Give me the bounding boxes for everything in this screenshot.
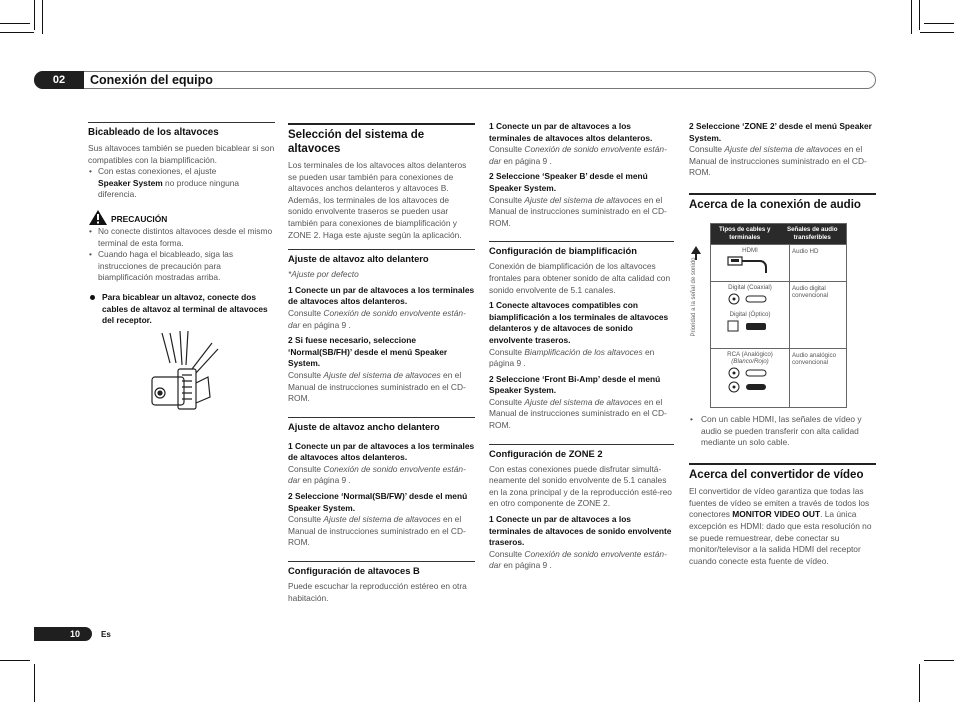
table-header-cell: Tipos de cables y terminales bbox=[719, 226, 771, 241]
warning-icon bbox=[88, 209, 108, 226]
subsection-heading: Configuración de altavoces B bbox=[288, 561, 475, 577]
table-row bbox=[711, 281, 846, 348]
crop-mark bbox=[34, 0, 35, 30]
crop-mark bbox=[920, 32, 954, 33]
reference: Consulte Conexión de sonido envolvente están-dar en página 9 . bbox=[288, 463, 466, 486]
table-cell: RCA (Analógico) (Blanco/Rojo) bbox=[711, 349, 790, 407]
reference: Consulte Ajuste del sistema de altavoces en el Manual de instrucciones suministrado en el CD-ROM. bbox=[288, 369, 466, 404]
column-3 bbox=[489, 121, 674, 572]
reference: Consulte Ajuste del sistema de altavoces en el Manual de instrucciones suministrado en el CD-ROM. bbox=[489, 396, 667, 431]
crop-mark bbox=[0, 660, 30, 661]
reference: Consulte Ajuste del sistema de altavoces en el Manual de instrucciones suministrado en el CD-ROM. bbox=[689, 144, 867, 178]
section-heading: Acerca de la conexión de audio bbox=[689, 193, 876, 213]
coaxial-cable-icon bbox=[722, 291, 778, 309]
table-cell: Audio analógico convencional bbox=[792, 352, 837, 366]
step: 1 Conecte un par de altavoces a los terminales de altavoces altos delanteros. bbox=[288, 284, 475, 307]
default-note: *Ajuste por defecto bbox=[288, 269, 359, 280]
action-item: Para bicablear un altavoz, conecte dos cables de altavoz al terminal de altavoces del receptor. bbox=[88, 292, 275, 327]
chapter-title: Conexión del equipo bbox=[90, 73, 213, 87]
crop-mark bbox=[911, 0, 912, 34]
step: 2 Seleccione ‘Front Bi-Amp’ desde el menú Speaker System. bbox=[489, 373, 661, 396]
subsection-heading: Ajuste de altavoz ancho delantero bbox=[288, 417, 475, 433]
crop-mark bbox=[919, 0, 920, 30]
crop-mark bbox=[0, 23, 30, 24]
rca-cable-icon bbox=[722, 365, 778, 395]
section-heading: Selección del sistema de altavoces bbox=[288, 123, 475, 156]
step: 1 Conecte un par de altavoces a los terminales de altavoces altos delanteros. bbox=[489, 121, 653, 143]
reference: Consulte Conexión de sonido envolvente están-dar en página 9 . bbox=[489, 548, 667, 571]
section-heading: Acerca del convertidor de vídeo bbox=[689, 463, 876, 483]
table-cell: HDMI bbox=[711, 245, 790, 281]
paragraph: Puede escuchar la reproducción estéreo en otra habitación. bbox=[288, 581, 467, 603]
crop-mark bbox=[34, 664, 35, 702]
step: 2 Si fuese necesario, seleccione ‘Normal(SB/FH)’ desde el menú Speaker System. bbox=[288, 335, 448, 369]
crop-mark bbox=[924, 660, 954, 661]
caution-block bbox=[88, 209, 275, 226]
step: 2 Seleccione ‘Normal(SB/FW)’ desde el menú Speaker System. bbox=[288, 491, 468, 513]
table-row bbox=[711, 348, 846, 407]
table-header bbox=[711, 224, 846, 244]
step: 2 Seleccione ‘Speaker B’ desde el menú Speaker System. bbox=[489, 171, 648, 193]
list-item: • Con un cable HDMI, las señales de vídeo y audio se pueden transferir con alta calidad mediante un solo cable. bbox=[689, 414, 876, 449]
priority-label: Prioridad a la señal de sonido bbox=[691, 257, 697, 337]
table-cell: Audio HD bbox=[792, 248, 819, 255]
paragraph: Con estas conexiones puede disfrutar simultá-neamente del sonido envolvente de 5.1 canales en la zona principal y de la reproducción esté-reo en otro componente de ZONE 2. bbox=[489, 463, 672, 509]
paragraph: Los terminales de los altavoces altos delanteros se pueden usar también para conexiones de altavoces anchos delanteros y altavoces B. Además, los terminales de los altavoces de sonido envolvente traseros se pueden usar también para conexiones de biamplificación y ZONE 2. Haga este ajuste según la aplicación. bbox=[288, 160, 467, 240]
subsection-heading: Configuración de ZONE 2 bbox=[489, 444, 674, 460]
page-number: 10 bbox=[34, 627, 92, 641]
reference: Consulte Ajuste del sistema de altavoces en el Manual de instrucciones suministrado en el CD-ROM. bbox=[489, 194, 667, 228]
reference: Consulte Conexión de sonido envolvente están-dar en página 9 . bbox=[489, 144, 667, 166]
crop-mark bbox=[919, 664, 920, 702]
table-cell: Audio digital convencional bbox=[792, 285, 829, 299]
audio-connection-table bbox=[710, 223, 847, 408]
table-header-cell: Señales de audio transferibles bbox=[786, 226, 838, 241]
hdmi-cable-icon bbox=[722, 254, 778, 276]
step: 1 Conecte un par de altavoces a los terminales de altavoces de sonido envolvente traseros. bbox=[489, 514, 672, 548]
step: 1 Conecte altavoces compatibles con biamplificación a los terminales de altavoces delanteros y de altavoces de sonido envolvente traseros. bbox=[489, 300, 669, 345]
speaker-terminal-illustration bbox=[140, 325, 230, 425]
column-4-lower bbox=[689, 414, 876, 567]
crop-mark bbox=[42, 0, 43, 34]
caution-label: PRECAUCIÓN bbox=[111, 214, 168, 225]
subsection-heading: Ajuste de altavoz alto delantero bbox=[288, 249, 475, 265]
section-heading: Bicableado de los altavoces bbox=[88, 122, 275, 139]
step: 2 Seleccione ‘ZONE 2’ desde el menú Speaker System. bbox=[689, 121, 872, 143]
reference: Consulte Ajuste del sistema de altavoces en el Manual de instrucciones suministrado en el CD-ROM. bbox=[288, 514, 466, 548]
column-4 bbox=[689, 121, 876, 179]
crop-mark bbox=[924, 23, 954, 24]
column-2 bbox=[288, 123, 475, 604]
list-item: • Con estas conexiones, el ajuste Speaker System no produce ninguna diferencia. bbox=[88, 166, 275, 201]
table-row bbox=[711, 244, 846, 281]
paragraph: Sus altavoces también se pueden bicablear si son compatibles con la biamplificación. bbox=[88, 143, 275, 165]
subsection-heading: Configuración de biamplificación bbox=[489, 241, 674, 257]
step: 1 Conecte un par de altavoces a los terminales de altavoces altos delanteros. bbox=[288, 440, 475, 463]
optical-cable-icon bbox=[722, 318, 778, 336]
language-code: Es bbox=[101, 630, 111, 639]
column-1 bbox=[88, 122, 275, 327]
list-item: • Cuando haga el bicableado, siga las instrucciones de precaución para biamplificación mostradas arriba. bbox=[88, 249, 275, 284]
reference: Consulte Conexión de sonido envolvente están-dar en página 9 . bbox=[288, 307, 466, 330]
chapter-number: 02 bbox=[34, 71, 84, 89]
audio-section-heading-wrap bbox=[689, 193, 876, 213]
crop-mark bbox=[0, 32, 34, 33]
paragraph: El convertidor de vídeo garantiza que todas las fuentes de vídeo se emiten a través de todos los conectores MONITOR VIDEO OUT. La única excepción es HDMI: dado que esta resolución no se puede remuestrear, debe conectar su monitor/televisor a la salida HDMI del receptor cuando conecte esta fuente de vídeo. bbox=[689, 486, 872, 566]
reference: Consulte Biamplificación de los altavoces en página 9 . bbox=[489, 346, 655, 369]
list-item: • No conecte distintos altavoces desde el mismo terminal de esta forma. bbox=[88, 226, 275, 249]
paragraph: Conexión de biamplificación de los altavoces frontales para obtener sonido de alta calidad con sonido envolvente de 5.1 canales. bbox=[489, 261, 671, 295]
table-cell: Digital (Coaxial) Digital (Óptico) bbox=[711, 282, 790, 348]
